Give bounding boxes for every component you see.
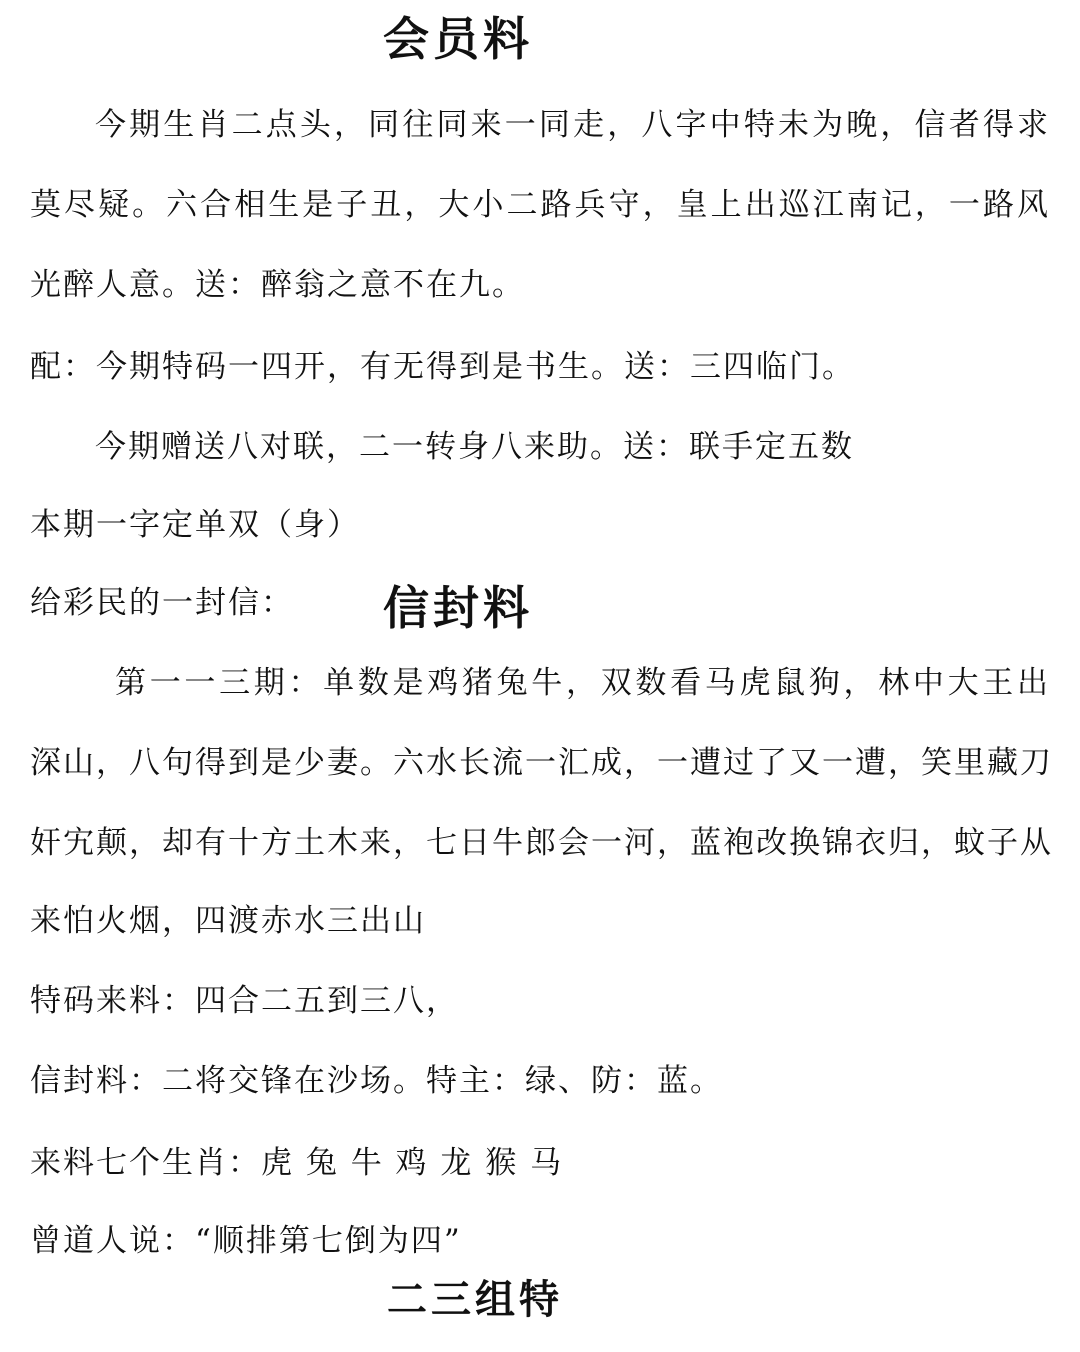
member-paragraph-line-1: 今期生肖二点头，同往同来一同走，八字中特未为晚，信者得求 (95, 107, 1050, 143)
special-code-line: 特码来料：四合二五到三八， (30, 983, 459, 1019)
section-title-envelope: 信封料 (383, 581, 533, 635)
envelope-paragraph-line-4: 来怕火烟，四渡赤水三出山 (30, 903, 426, 939)
section-title-group: 二三组特 (387, 1276, 563, 1323)
envelope-paragraph-line-3: 奸宄颠，却有十方土木来，七日牛郎会一河，蓝袍改换锦衣归，蚊子从 (30, 825, 1053, 861)
letter-intro-line: 给彩民的一封信： (30, 585, 294, 621)
member-paragraph-line-2: 莫尽疑。六合相生是子丑，大小二路兵守，皇上出巡江南记，一路风 (30, 187, 1050, 223)
envelope-paragraph-line-2: 深山，八句得到是少妻。六水长流一汇成，一遭过了又一遭，笑里藏刀 (30, 745, 1053, 781)
couplet-line: 今期赠送八对联，二一转身八来助。送：联手定五数 (95, 429, 854, 465)
section-title-member: 会员料 (383, 12, 533, 66)
pei-line: 配：今期特码一四开，有无得到是书生。送：三四临门。 (30, 349, 855, 385)
quote-line: 曾道人说：“顺排第七倒为四” (30, 1223, 462, 1259)
odd-even-line: 本期一字定单双（身） (30, 507, 360, 543)
envelope-material-line: 信封料：二将交锋在沙场。特主：绿、防：蓝。 (30, 1063, 723, 1099)
zodiac-list-line: 来料七个生肖：虎 兔 牛 鸡 龙 猴 马 (30, 1145, 564, 1181)
envelope-paragraph-line-1: 第一一三期：单数是鸡猪兔牛，双数看马虎鼠狗，林中大王出 (115, 665, 1050, 701)
member-paragraph-line-3: 光醉人意。送：醉翁之意不在九。 (30, 267, 525, 303)
